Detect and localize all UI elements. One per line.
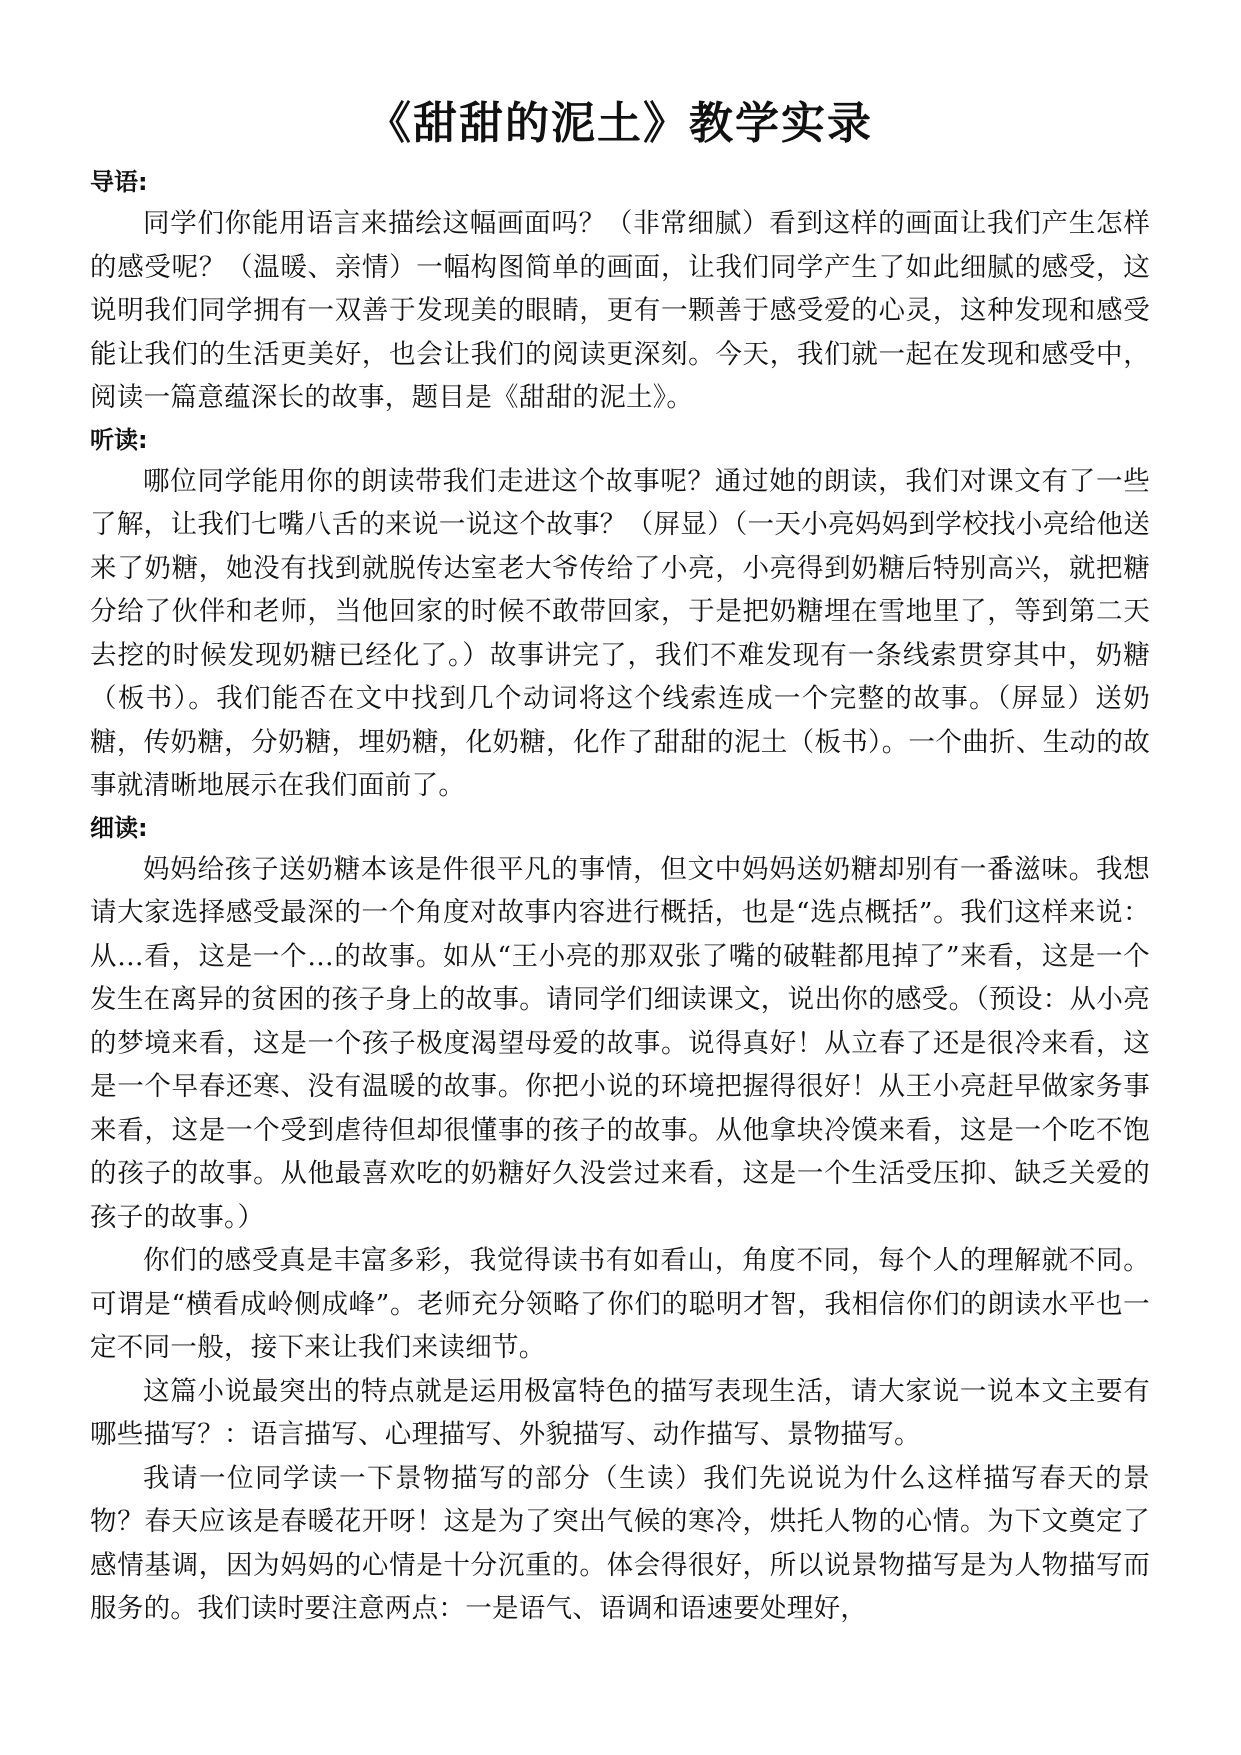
paragraph: 妈妈给孩子送奶糖本该是件很平凡的事情，但文中妈妈送奶糖却别有一番滋味。我想请大家选择感受最深的一个角度对故事内容进行概括，也是“选点概括”。我们这样来说：从…看，这是一个…的故事。如从“王小亮的那双张了嘴的破鞋都甩掉了”来看，这是一个发生在离异的贫困的孩子身上的故事。请同学们细读课文，说出你的感受。（预设：从小亮的梦境来看，这是一个孩子极度渴望母爱的故事。说得真好！从立春了还是很冷来看，这是一个早春还寒、没有温暖的故事。你把小说的环境把握得很好！从王小亮赶早做家务事来看，这是一个受到虐待但却很懂事的孩子的故事。从他拿块冷馍来看，这是一个吃不饱的孩子的故事。从他最喜欢吃的奶糖好久没尝过来看，这是一个生活受压抑、缺乏关爱的孩子的故事。）: [90, 853, 1150, 1233]
section-heading-listening: 听读:: [90, 425, 148, 454]
paragraph: 哪位同学能用你的朗读带我们走进这个故事呢？通过她的朗读，我们对课文有了一些了解，让我们七嘴八舌的来说一说这个故事？（屏显）（一天小亮妈妈到学校找小亮给他送来了奶糖，她没有找到就脱传达室老大爷传给了小亮，小亮得到奶糖后特别高兴，就把糖分给了伙伴和老师，当他回家的时候不敢带回家，于是把奶糖埋在雪地里了，等到第二天去挖的时候发现奶糖已经化了。）故事讲完了，我们不难发现有一条线索贯穿其中，奶糖（板书）。我们能否在文中找到几个动词将这个线索连成一个完整的故事。（屏显）送奶糖，传奶糖，分奶糖，埋奶糖，化奶糖，化作了甜甜的泥土（板书）。一个曲折、生动的故事就清晰地展示在我们面前了。: [90, 465, 1150, 801]
paragraph: 你们的感受真是丰富多彩，我觉得读书有如看山，角度不同，每个人的理解就不同。可谓是“横看成岭侧成峰”。老师充分领略了你们的聪明才智，我相信你们的朗读水平也一定不同一般，接下来让我们来读细节。: [90, 1245, 1150, 1363]
paragraph: 这篇小说最突出的特点就是运用极富特色的描写表现生活，请大家说一说本文主要有哪些描写？：语言描写、心理描写、外貌描写、动作描写、景物描写。: [90, 1375, 1150, 1450]
section-close-reading: [90, 808, 1150, 1631]
section-heading-close-reading: 细读:: [90, 813, 148, 842]
paragraph: 我请一位同学读一下景物描写的部分（生读）我们先说说为什么这样描写春天的景物？春天应该是春暖花开呀！这是为了突出气候的寒冷，烘托人物的心情。为下文奠定了感情基调，因为妈妈的心情是十分沉重的。体会得很好，所以说景物描写是为人物描写而服务的。我们读时要注意两点：一是语气、语调和语速要处理好，: [90, 1462, 1150, 1624]
document-title: 《甜甜的泥土》教学实录: [367, 98, 873, 149]
document-page: [90, 92, 1150, 1631]
paragraph: 同学们你能用语言来描绘这幅画面吗？（非常细腻）看到这样的画面让我们产生怎样的感受呢？（温暖、亲情）一幅构图简单的画面，让我们同学产生了如此细腻的感受，这说明我们同学拥有一双善于发现美的眼睛，更有一颗善于感受爱的心灵，这种发现和感受能让我们的生活更美好，也会让我们的阅读更深刻。今天，我们就一起在发现和感受中，阅读一篇意蕴深长的故事，题目是《甜甜的泥土》。: [90, 208, 1150, 413]
section-intro: [90, 162, 1150, 420]
section-listening: [90, 420, 1150, 808]
section-heading-intro: 导语:: [90, 168, 148, 196]
